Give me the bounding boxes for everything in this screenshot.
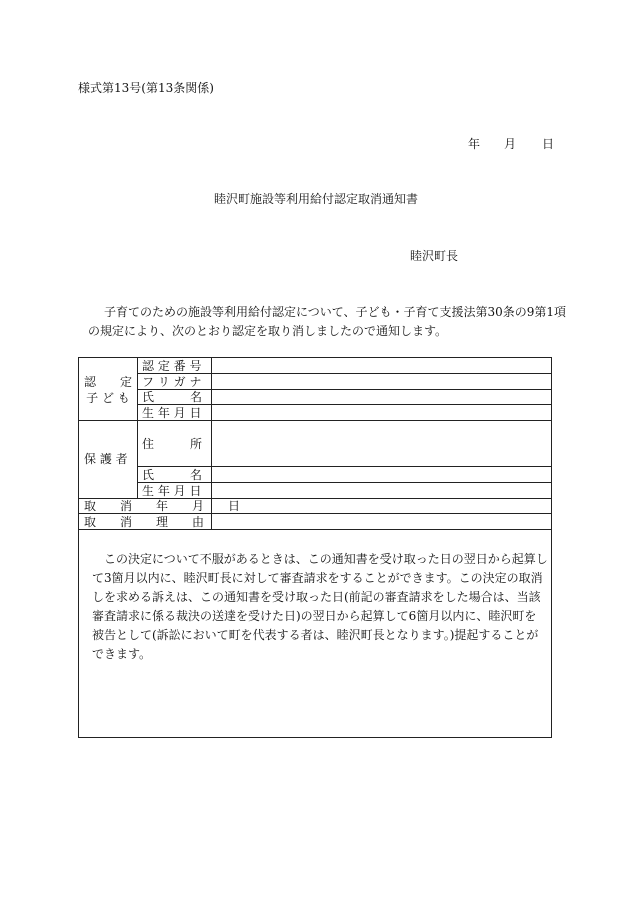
row-line bbox=[137, 466, 552, 467]
row-line bbox=[78, 420, 552, 421]
year-label: 年 bbox=[468, 137, 481, 151]
document-title: 睦沢町施設等利用給付認定取消通知書 bbox=[214, 192, 419, 206]
child-cert-number-label: 認 定 番 号 bbox=[142, 359, 202, 373]
guardian-name-label: 氏 名 bbox=[142, 468, 203, 482]
intro-text-line-1: 子育てのための施設等利用給付認定について、子ども・子育て支援法第30条の9第1項 bbox=[104, 305, 567, 319]
guardian-birthdate-label: 生 年 月 日 bbox=[142, 484, 202, 498]
day-label: 日 bbox=[542, 137, 555, 151]
guardian-address-label: 住 所 bbox=[142, 437, 203, 451]
child-group-label-line-1: 認 定 bbox=[84, 375, 133, 389]
child-furigana-label: フ リ ガ ナ bbox=[142, 375, 202, 389]
child-group-label-line-2: 子 ど も bbox=[86, 391, 130, 405]
form-number: 様式第13号(第13条関係) bbox=[78, 81, 214, 95]
row-line bbox=[137, 404, 552, 405]
month-label: 月 bbox=[504, 137, 517, 151]
row-line bbox=[78, 529, 552, 530]
row-line bbox=[137, 482, 552, 483]
date-line bbox=[468, 138, 554, 150]
guardian-group-label: 保 護 者 bbox=[84, 452, 128, 466]
appeal-notice bbox=[92, 550, 548, 664]
appeal-notice-text: この決定について不服があるときは、この通知書を受け取った日の翌日から起算して3箇月以内に、睦沢町長に対して審査請求をすることができます。この決定の取消しを求める訴えは、この通知書を受け取った日(前記の審査請求をした場合は、当該審査請求に係る裁決の送達を受けた日)の翌日から起算して6箇月以内に、睦沢町を被告として(訴訟において町を代表する者は、睦沢町長となります。)提起することができます。 bbox=[92, 552, 548, 661]
issuer-name: 睦沢町長 bbox=[410, 249, 459, 263]
intro-text-line-2: の規定により、次のとおり認定を取り消しましたので通知します。 bbox=[88, 324, 448, 338]
row-line bbox=[78, 513, 552, 514]
row-line bbox=[137, 373, 552, 374]
child-name-label: 氏 名 bbox=[142, 390, 203, 404]
group-divider-line bbox=[137, 357, 138, 499]
cancel-date-label: 取 消 年 月 日 bbox=[84, 499, 241, 513]
child-birthdate-label: 生 年 月 日 bbox=[142, 406, 202, 420]
cancel-reason-label: 取 消 理 由 bbox=[84, 515, 205, 529]
